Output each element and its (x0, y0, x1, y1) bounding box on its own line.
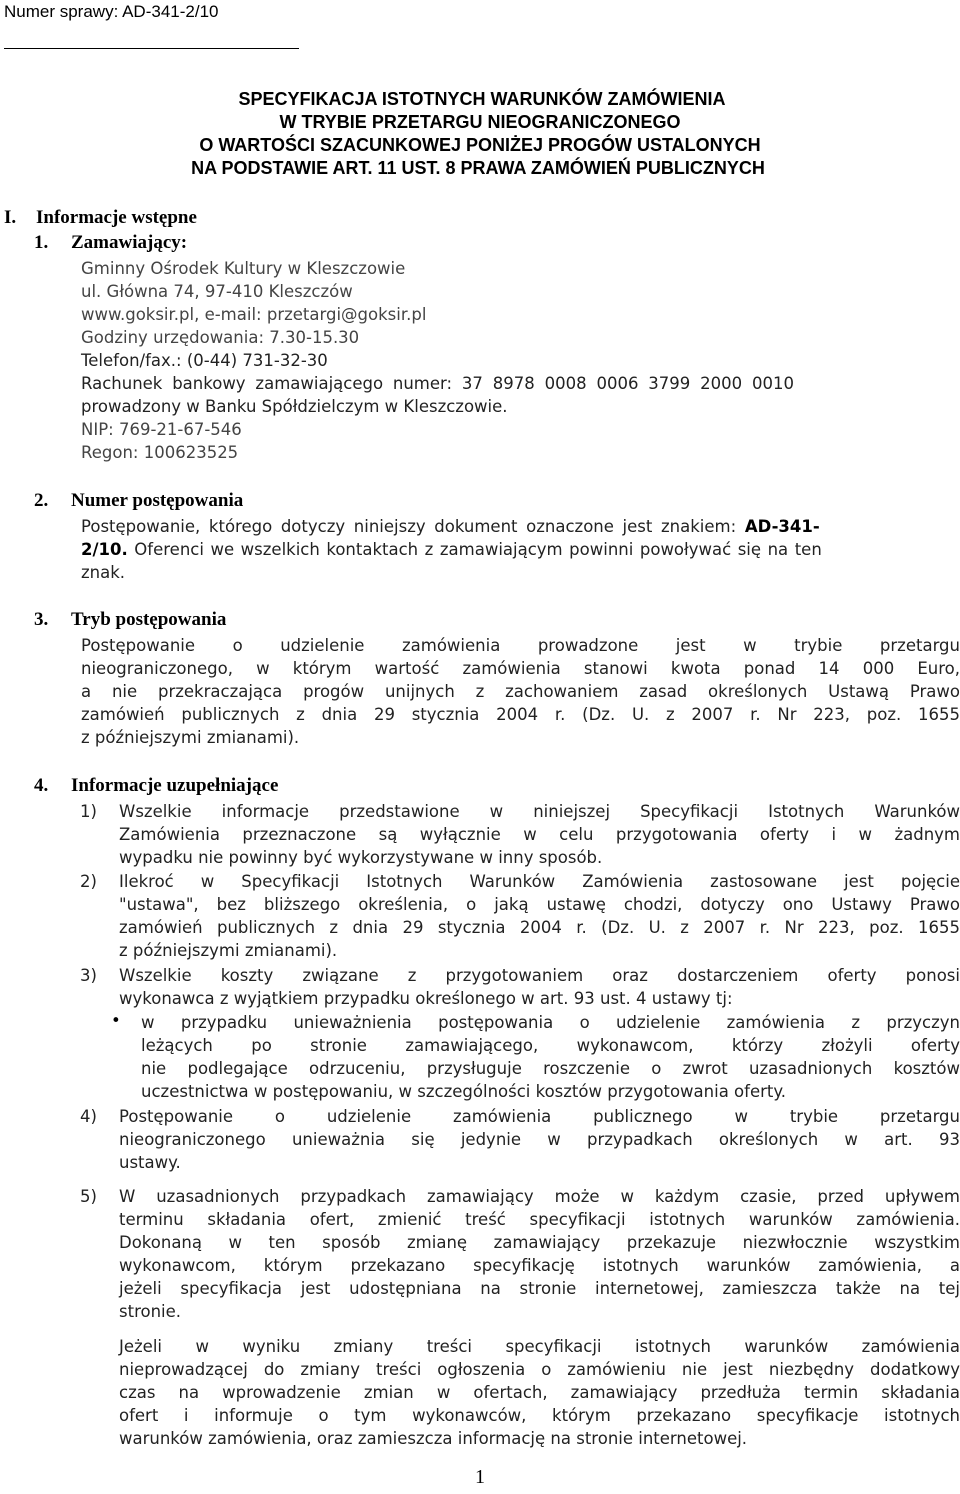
s3-title: Tryb postępowania (71, 609, 227, 630)
paragraph-line: nieprowadzącej do zmiany treści ogłoszenia o zamówieniu nie jest niezbędny dodatkowy (119, 1360, 960, 1379)
bullet-marker: • (111, 1011, 121, 1030)
item-marker: 3) (80, 966, 97, 985)
contact-line: Rachunek bankowy zamawiającego numer: 37 8978 0008 0006 3799 2000 0010 (81, 374, 794, 393)
s3-line: nieograniczonego, w którym wartość zamówienia stanowi kwota ponad 14 000 Euro, (81, 659, 960, 678)
s2-line (81, 538, 960, 561)
s1-body (81, 257, 960, 464)
item-line: zamówień publicznych z dnia 29 stycznia 2004 r. (Dz. U. z 2007 r. Nr 223, poz. 1655 (119, 918, 960, 937)
item-marker: 4) (80, 1107, 97, 1126)
case-number: Numer sprawy: AD-341-2/10 (4, 2, 219, 21)
item-line: "ustawa", bez bliższego określenia, o jaką ustawę chodzi, dotyczy ono Ustawy Prawo (119, 895, 960, 914)
s4-number: 4. (34, 775, 49, 796)
item-line: Wszelkie informacje przedstawione w niniejszej Specyfikacji Istotnych Warunków (119, 802, 960, 821)
case-code: 2/10. (81, 540, 128, 559)
item-line: Zamówienia przeznaczone są wyłącznie w celu przygotowania oferty i w żadnym (119, 825, 960, 844)
item-marker: 5) (80, 1187, 97, 1206)
case-code: AD-341- (744, 517, 820, 536)
item-line: wykonawca z wyjątkiem przypadku określonego w art. 93 ust. 4 ustawy tj: (119, 989, 733, 1008)
item-marker: 2) (80, 872, 97, 891)
paragraph-line: ofert i informuje o tym wykonawców, którym przekazano specyfikacje istotnych (119, 1406, 960, 1425)
s3-number: 3. (34, 609, 49, 630)
s3-body (81, 634, 960, 749)
s3-line: Postępowanie o udzielenie zamówienia prowadzone jest w trybie przetargu (81, 636, 960, 655)
s4-title: Informacje uzupełniające (71, 775, 279, 796)
item-line: nieograniczonego unieważnia się jedynie w przypadkach określonych w art. 93 (119, 1130, 960, 1149)
item-line: terminu składania ofert, zmienić treść specyfikacji istotnych warunków zamówienia. (119, 1210, 960, 1229)
contact-line: Telefon/fax.: (0-44) 731-32-30 (81, 351, 328, 370)
s3-line: a nie przekraczająca progów unijnych z zachowaniem zasad określonych Ustawą Prawo (81, 682, 960, 701)
bullet-body (141, 1011, 960, 1103)
item-line: Dokonaną w ten sposób zmianę zamawiający przekazuje niezwłocznie wszystkim (119, 1233, 960, 1252)
item-line: ustawy. (119, 1153, 181, 1172)
s2-heading (34, 490, 243, 512)
item-line: W uzasadnionych przypadkach zamawiający może w każdym czasie, przed upływem (119, 1187, 960, 1206)
s1-heading (34, 232, 187, 254)
item-line: jeżeli specyfikacja jest udostępniana na stronie internetowej, zamieszcza także na tej (119, 1279, 960, 1298)
item-line: wykonawcom, którym przekazano specyfikację istotnych warunków zamówienia, a (119, 1256, 960, 1275)
contact-line: NIP: 769-21-67-546 (81, 420, 242, 439)
page-number: 1 (475, 1466, 485, 1488)
item-line: Postępowanie o udzielenie zamówienia publicznego w trybie przetargu (119, 1107, 960, 1126)
s3-heading (34, 609, 226, 631)
item-line: wypadku nie powinny być wykorzystywane w inny sposób. (119, 848, 603, 867)
s1-number: 1. (34, 232, 49, 253)
item-body (119, 1105, 960, 1174)
item-body (119, 1185, 960, 1323)
s2-line: znak. (81, 563, 126, 582)
bullet-line: nie podlegające odrzuceniu, przysługuje roszczenie o zwrot uzasadnionych kosztów (141, 1059, 960, 1078)
paragraph-line: warunków zamówienia, oraz zamieszcza informację na stronie internetowej. (119, 1429, 748, 1448)
item-line: stronie. (119, 1302, 182, 1321)
title-line: O WARTOŚCI SZACUNKOWEJ PONIŻEJ PROGÓW USTALONYCH (199, 135, 761, 155)
paragraph-body (119, 1335, 960, 1450)
title-line: W TRYBIE PRZETARGU NIEOGRANICZONEGO (279, 112, 681, 132)
s3-line: zamówień publicznych z dnia 29 stycznia 2004 r. (Dz. U. z 2007 r. Nr 223, poz. 1655 (81, 705, 960, 724)
contact-line: www.goksir.pl, e-mail: przetargi@goksir.pl (81, 305, 427, 324)
contact-line: ul. Główna 74, 97-410 Kleszczów (81, 282, 353, 301)
document-title (0, 88, 960, 180)
contact-line: Godziny urzędowania: 7.30-15.30 (81, 328, 360, 347)
item-line: Wszelkie koszty związane z przygotowaniem oraz dostarczeniem oferty ponosi (119, 966, 960, 985)
section-heading (4, 207, 197, 229)
header-rule (4, 48, 299, 49)
item-body (119, 800, 960, 869)
section-number: I. (4, 207, 17, 228)
paragraph-line: Jeżeli w wyniku zmiany treści specyfikacji istotnych warunków zamówienia (119, 1337, 960, 1356)
item-line: z późniejszymi zmianami). (119, 941, 338, 960)
paragraph-line: czas na wprowadzenie zmian w ofertach, zamawiający przedłuża termin składania (119, 1383, 960, 1402)
contact-line: prowadzony w Banku Spółdzielczym w Kleszczowie. (81, 397, 508, 416)
s2-text: Oferenci we wszelkich kontaktach z zamawiającym powinni powoływać się na ten (134, 540, 822, 559)
bullet-line: uczestnictwa w postępowaniu, w szczególności kosztów przygotowania oferty. (141, 1082, 787, 1101)
s3-line: z późniejszymi zmianami). (81, 728, 300, 747)
s2-line (81, 515, 960, 538)
s4-heading (34, 775, 278, 797)
bullet-line: leżących po stronie zamawiającego, wykonawcom, którzy złożyli oferty (141, 1036, 960, 1055)
item-marker: 1) (80, 802, 97, 821)
item-body (119, 870, 960, 962)
item-body (119, 964, 960, 1010)
s1-title: Zamawiający: (71, 232, 188, 253)
bullet-line: w przypadku unieważnienia postępowania o udzielenie zamówienia z przyczyn (141, 1013, 960, 1032)
section-title: Informacje wstępne (36, 207, 197, 228)
s2-body (81, 515, 960, 584)
s2-text: Postępowanie, którego dotyczy niniejszy dokument oznaczone jest znakiem: (81, 517, 737, 536)
s2-number: 2. (34, 490, 49, 511)
s2-title: Numer postępowania (71, 490, 244, 511)
contact-line: Regon: 100623525 (81, 443, 239, 462)
title-line: SPECYFIKACJA ISTOTNYCH WARUNKÓW ZAMÓWIENIA (238, 89, 726, 109)
contact-line: Gminny Ośrodek Kultury w Kleszczowie (81, 259, 406, 278)
title-line: NA PODSTAWIE ART. 11 UST. 8 PRAWA ZAMÓWIEŃ PUBLICZNYCH (191, 158, 765, 178)
item-line: Ilekroć w Specyfikacji Istotnych Warunków Zamówienia zastosowane jest pojęcie (119, 872, 960, 891)
